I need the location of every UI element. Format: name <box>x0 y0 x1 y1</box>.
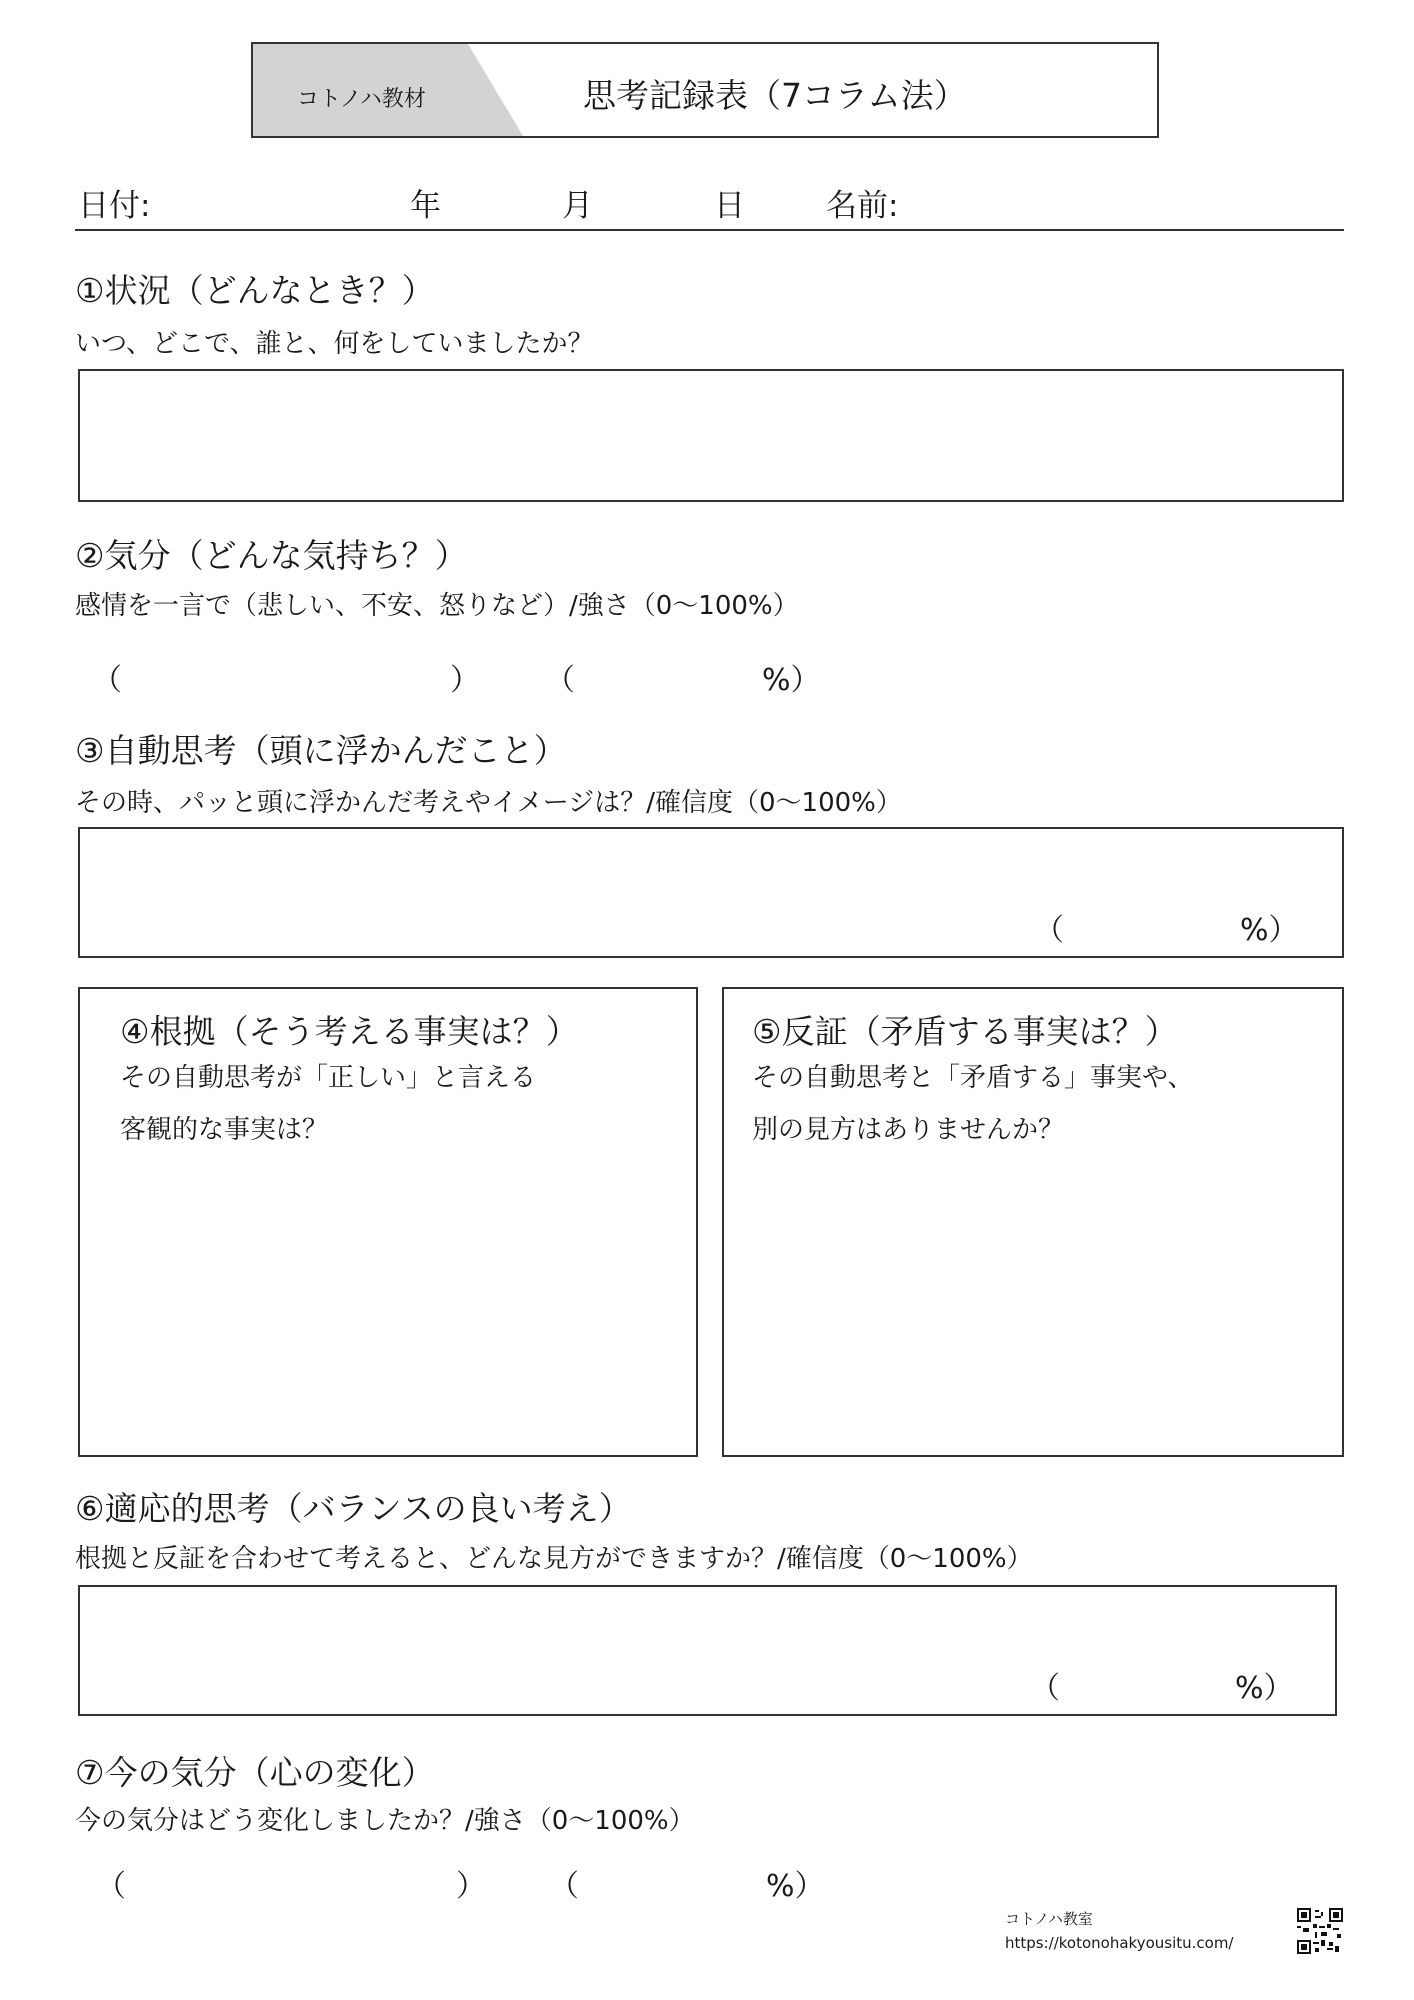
section2-emotion-open: （ <box>92 663 122 698</box>
section7-emotion-close: ） <box>456 1869 486 1904</box>
section2-emotion-close: ） <box>450 663 480 698</box>
section3-input-box[interactable] <box>78 827 1344 958</box>
section4-description-line2: 客観的な事実は？ <box>120 1115 329 1145</box>
name-label: 名前: <box>826 188 899 224</box>
section6-description: 根拠と反証を合わせて考えると、どんな見方ができますか？/確信度（0～100%） <box>75 1544 1033 1574</box>
section3-title: ③自動思考（頭に浮かんだこと） <box>75 731 567 770</box>
section4-description-line1: その自動思考が「正しい」と言える <box>120 1063 537 1093</box>
section5-description-line1: その自動思考と「矛盾する」事実や、 <box>752 1063 1194 1093</box>
footer-org: コトノハ教室 <box>1005 1910 1093 1928</box>
year-label: 年 <box>410 188 441 224</box>
section3-percent-open: （ <box>1034 913 1064 948</box>
section7-emotion-field[interactable] <box>134 1866 454 1902</box>
section1-description: いつ、どこで、誰と、何をしていましたか？ <box>75 329 594 359</box>
section2-percent-close: %） <box>762 663 821 698</box>
header-box <box>251 42 1159 138</box>
section7-percent-open: （ <box>549 1869 579 1904</box>
month-label: 月 <box>562 188 593 224</box>
section2-title: ②気分（どんな気持ち？） <box>75 536 468 575</box>
section1-input-box[interactable] <box>78 369 1344 502</box>
section2-emotion-field[interactable] <box>130 660 450 696</box>
footer-url[interactable]: https://kotonohakyousitu.com/ <box>1005 1934 1234 1952</box>
section7-title: ⑦今の気分（心の変化） <box>75 1753 435 1792</box>
section2-percent-field[interactable] <box>585 660 755 696</box>
header-tag: コトノハ教材 <box>297 87 426 112</box>
section6-percent-close: %） <box>1235 1671 1294 1706</box>
section4-box[interactable] <box>78 987 698 1457</box>
section6-input-box[interactable] <box>78 1585 1337 1716</box>
section6-percent-open: （ <box>1030 1671 1060 1706</box>
section6-title: ⑥適応的思考（バランスの良い考え） <box>75 1489 632 1528</box>
section3-description: その時、パッと頭に浮かんだ考えやイメージは？/確信度（0～100%） <box>75 788 902 818</box>
section5-box[interactable] <box>722 987 1344 1457</box>
section2-percent-open: （ <box>545 663 575 698</box>
section1-title: ①状況（どんなとき？） <box>75 271 435 310</box>
section3-percent-close: %） <box>1240 913 1299 948</box>
qr-code-icon <box>1297 1908 1343 1954</box>
section7-description: 今の気分はどう変化しましたか？/強さ（0～100%） <box>75 1806 695 1836</box>
day-label: 日 <box>714 188 745 224</box>
date-label: 日付: <box>78 188 151 224</box>
date-row-underline <box>75 229 1344 231</box>
section5-description-line2: 別の見方はありませんか？ <box>752 1115 1065 1145</box>
section7-percent-close: %） <box>766 1869 825 1904</box>
section7-percent-field[interactable] <box>589 1866 759 1902</box>
section7-emotion-open: （ <box>96 1869 126 1904</box>
section5-title: ⑤反証（矛盾する事実は？） <box>752 1012 1178 1051</box>
section4-title: ④根拠（そう考える事実は？） <box>120 1012 579 1051</box>
section2-description: 感情を一言で（悲しい、不安、怒りなど）/強さ（0～100%） <box>75 591 799 621</box>
page-title: 思考記録表（7コラム法） <box>583 76 967 115</box>
